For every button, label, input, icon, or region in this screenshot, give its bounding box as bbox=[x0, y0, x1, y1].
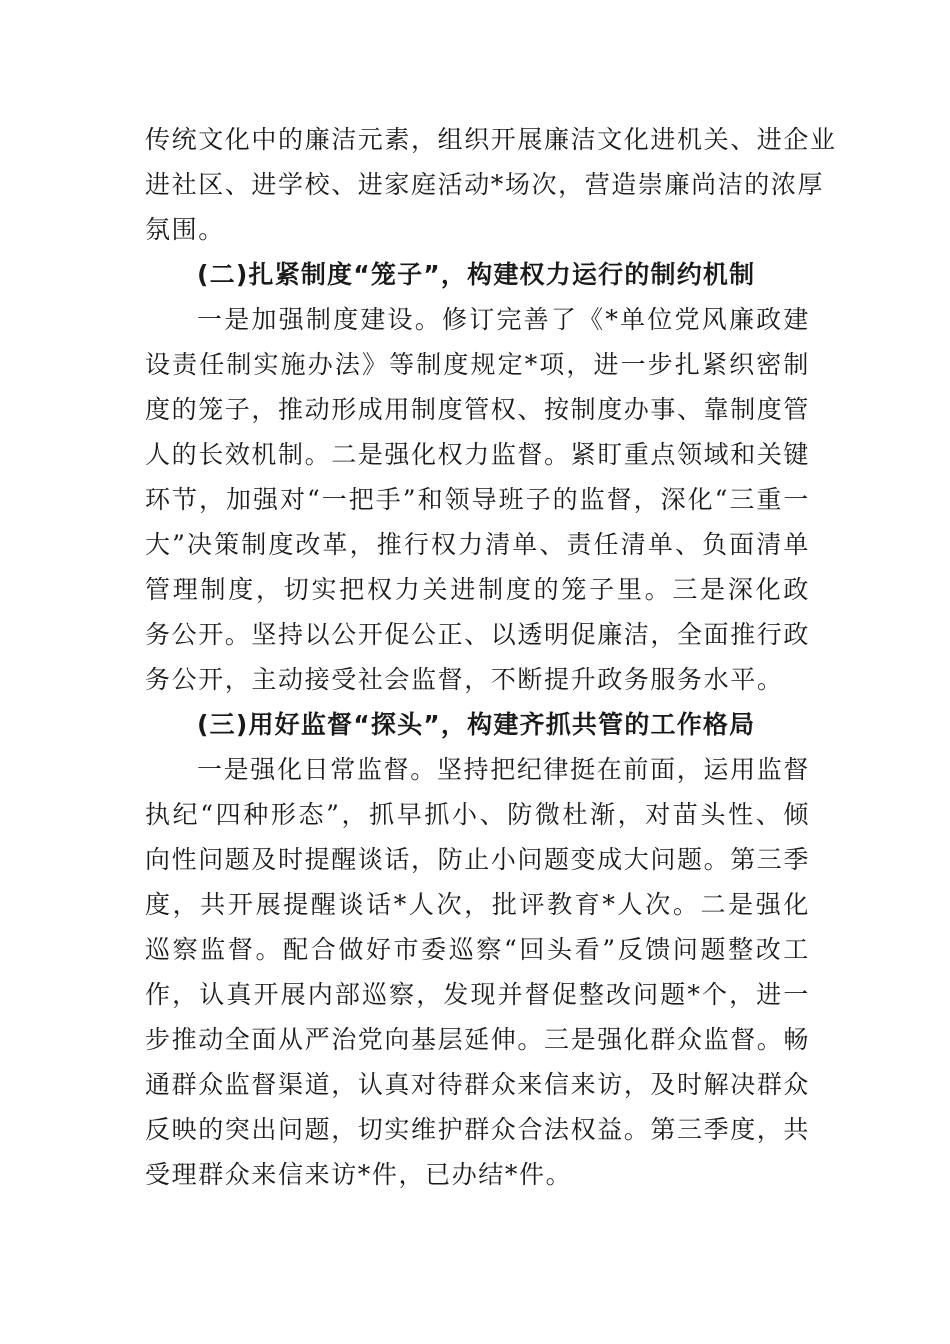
text-line: 一是强化日常监督。坚持把纪律挺在前面，运用监督执 bbox=[145, 755, 810, 829]
text-line: 开展提醒谈话*人次，批评教育*人次。二是强化巡察监督。 bbox=[145, 890, 811, 964]
text-line: 实维护群众合法权益。第三季度，共受理群众来信来访*件， bbox=[145, 1115, 811, 1189]
text-line: 效机制。二是强化权力监督。紧盯重点领域和关键环节，加 bbox=[145, 440, 811, 514]
paragraph-system-building bbox=[145, 297, 810, 702]
text-line: 问题及时提醒谈话，防止小问题变成大问题。第三季度，共 bbox=[145, 845, 811, 919]
text-line: 认真对待群众来信来访，及时解决群众反映的突出问题，切 bbox=[145, 1070, 811, 1144]
heading-text: (二)扎紧制度“笼子”，构建权力运行的制约机制 bbox=[197, 260, 756, 289]
text-line: 配合做好市委巡察“回头看”反馈问题整改工作，认真开展 bbox=[145, 935, 810, 1009]
text-line: 切实把权力关进制度的笼子里。三是深化政务公开。坚持以 bbox=[145, 575, 810, 649]
paragraph-supervision bbox=[145, 747, 810, 1197]
text-line: 笼子，推动形成用制度管权、按制度办事、靠制度管人的长 bbox=[145, 395, 811, 469]
text-line: 强对“一把手”和领导班子的监督，深化“三重一大”决策 bbox=[145, 485, 810, 559]
text-line: 社会监督，不断提升政务服务水平。 bbox=[357, 665, 784, 694]
section-heading-2 bbox=[145, 252, 810, 297]
text-line: 公开促公正、以透明促廉洁，全面推行政务公开，主动接受 bbox=[145, 620, 811, 694]
paragraph-continuation bbox=[145, 117, 837, 252]
text-line: 传统文化中的廉洁元素，组织开展廉洁文化进机关、进企业 bbox=[145, 125, 837, 154]
text-line: 氛围。 bbox=[145, 215, 225, 244]
text-line: 纪“四种形态”，抓早抓小、防微杜渐，对苗头性、倾向性 bbox=[145, 800, 810, 874]
text-line: 治党向基层延伸。三是强化群众监督。畅通群众监督渠道， bbox=[145, 1025, 811, 1099]
text-line: 进社区、进学校、进家庭活动*场次，营造崇廉尚洁的浓厚 bbox=[145, 170, 825, 199]
text-line: 已办结*件。 bbox=[425, 1160, 573, 1189]
document-body bbox=[145, 117, 837, 1197]
text-line: 一是加强制度建设。修订完善了《*单位党风廉政建设 bbox=[145, 305, 810, 379]
text-line: 制度改革，推行权力清单、责任清单、负面清单管理制度， bbox=[145, 530, 810, 604]
heading-text: (三)用好监督“探头”，构建齐抓共管的工作格局 bbox=[197, 710, 756, 739]
text-line: 内部巡察，发现并督促整改问题*个，进一步推动全面从严 bbox=[145, 980, 810, 1054]
text-line: 责任制实施办法》等制度规定*项，进一步扎紧织密制度的 bbox=[145, 350, 810, 424]
section-heading-3 bbox=[145, 702, 810, 747]
